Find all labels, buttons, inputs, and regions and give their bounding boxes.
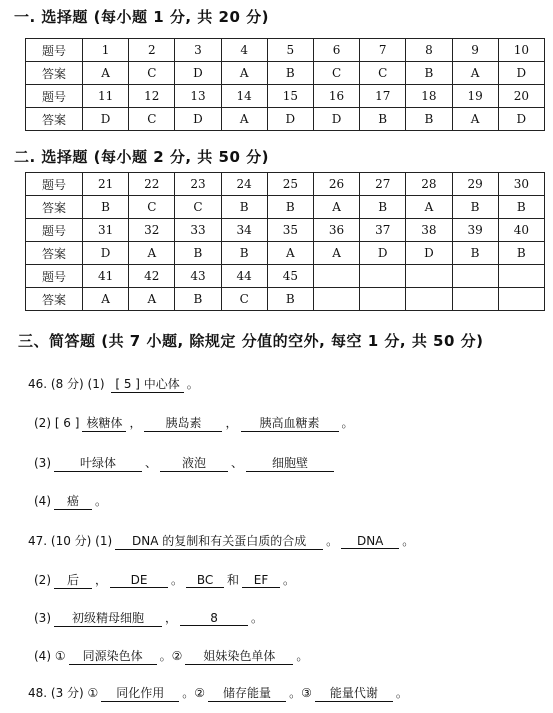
section2-table-row-label: 题号 bbox=[26, 173, 83, 196]
section1-table-row bbox=[26, 85, 545, 108]
q46-l4-suffix: 。 bbox=[95, 494, 108, 508]
section2-table-row bbox=[26, 196, 545, 219]
q46-l3-answer-2: 液泡 bbox=[160, 454, 228, 472]
section1-table-cell: 5 bbox=[267, 39, 313, 62]
section1-table-cell: D bbox=[175, 62, 221, 85]
section2-table-cell: 24 bbox=[221, 173, 267, 196]
section2-table-cell bbox=[360, 288, 406, 311]
section1-table-row-label: 题号 bbox=[26, 85, 83, 108]
section1-table-cell: 4 bbox=[221, 39, 267, 62]
q46-l3-answer-1: 叶绿体 bbox=[54, 454, 142, 472]
section1-table-cell: C bbox=[129, 108, 175, 131]
q48-l1-sep-2: 。③ bbox=[289, 686, 312, 700]
section2-table-cell bbox=[406, 288, 452, 311]
q47-l1-suffix: 。 bbox=[402, 534, 415, 548]
section2-table-cell bbox=[360, 265, 406, 288]
q47-l2-sep-1: ， bbox=[95, 573, 108, 587]
section1-table-cell: 14 bbox=[221, 85, 267, 108]
section2-table-cell: 29 bbox=[452, 173, 498, 196]
q47-line-1 bbox=[28, 532, 414, 550]
section2-table-cell: 39 bbox=[452, 219, 498, 242]
section2-table-cell: 34 bbox=[221, 219, 267, 242]
q46-l1-answer: [ 5 ] 中心体 bbox=[111, 375, 183, 393]
section1-table-row-label: 答案 bbox=[26, 62, 83, 85]
section2-table-row bbox=[26, 219, 545, 242]
section1-table-row bbox=[26, 108, 545, 131]
section2-table-cell: A bbox=[129, 288, 175, 311]
section2-table-cell bbox=[452, 288, 498, 311]
section1-table-cell: 8 bbox=[406, 39, 452, 62]
section2-table-cell: B bbox=[175, 288, 221, 311]
section1-table-cell: D bbox=[313, 108, 359, 131]
section1-title: 一. 选择题 (每小题 1 分, 共 20 分) bbox=[14, 8, 269, 26]
q46-l2-suffix: 。 bbox=[341, 416, 354, 430]
section1-table-cell: D bbox=[175, 108, 221, 131]
section1-table-cell: B bbox=[406, 62, 452, 85]
q46-l3-sep-2: 、 bbox=[231, 456, 244, 470]
q47-l2-sep-2: 。 bbox=[171, 573, 184, 587]
q47-l3-prefix: (3) bbox=[34, 611, 51, 625]
section1-table-cell: 7 bbox=[360, 39, 406, 62]
q47-line-2 bbox=[34, 571, 295, 589]
section2-table-cell: B bbox=[83, 196, 129, 219]
section1-table-cell: B bbox=[360, 108, 406, 131]
q47-l2-sep-3: 和 bbox=[227, 573, 240, 587]
section2-table-cell bbox=[406, 265, 452, 288]
q46-l3-sep-1: 、 bbox=[145, 456, 158, 470]
q47-l2-answer-4: EF bbox=[242, 573, 280, 588]
section2-table-cell bbox=[313, 288, 359, 311]
section2-table-cell: 21 bbox=[83, 173, 129, 196]
section1-table-cell: D bbox=[267, 108, 313, 131]
section2-title: 二. 选择题 (每小题 2 分, 共 50 分) bbox=[14, 148, 269, 166]
section2-table-cell: A bbox=[267, 242, 313, 265]
section1-table-cell: D bbox=[498, 108, 544, 131]
q46-l2-sep-1: ， bbox=[129, 416, 142, 430]
q47-l3-answer-2: 8 bbox=[180, 611, 248, 626]
section2-table-cell: 32 bbox=[129, 219, 175, 242]
q47-l4-sep: 。② bbox=[159, 649, 183, 663]
section1-table-cell: 20 bbox=[498, 85, 544, 108]
q46-l3-prefix: (3) bbox=[34, 456, 51, 470]
section2-table-cell: D bbox=[406, 242, 452, 265]
section2-table-row bbox=[26, 173, 545, 196]
q46-l2-answer-2: 胰岛素 bbox=[144, 414, 222, 432]
section1-table-cell: C bbox=[313, 62, 359, 85]
section2-answer-table bbox=[25, 172, 545, 311]
section2-table-cell: 26 bbox=[313, 173, 359, 196]
q47-l3-suffix: 。 bbox=[251, 611, 264, 625]
q46-line-3 bbox=[34, 454, 337, 472]
section2-table-cell: 40 bbox=[498, 219, 544, 242]
q48-l1-prefix: 48. (3 分) ① bbox=[28, 686, 99, 700]
q47-l1-prefix: 47. (10 分) (1) bbox=[28, 534, 113, 548]
section2-table-cell: 25 bbox=[267, 173, 313, 196]
section1-table-cell: D bbox=[83, 108, 129, 131]
q47-l3-answer-1: 初级精母细胞 bbox=[54, 609, 162, 627]
q48-l1-answer-3: 能量代谢 bbox=[315, 684, 393, 702]
q47-l2-prefix: (2) bbox=[34, 573, 51, 587]
section1-table-cell: D bbox=[498, 62, 544, 85]
q48-l1-answer-1: 同化作用 bbox=[101, 684, 179, 702]
section2-table-cell: B bbox=[498, 242, 544, 265]
q47-line-3 bbox=[34, 609, 263, 627]
section2-table-cell: B bbox=[267, 288, 313, 311]
section2-table-cell: B bbox=[267, 196, 313, 219]
section1-table-cell: 18 bbox=[406, 85, 452, 108]
section2-table-cell: 38 bbox=[406, 219, 452, 242]
section1-table-cell: 6 bbox=[313, 39, 359, 62]
section2-table-row bbox=[26, 265, 545, 288]
section2-table-cell: C bbox=[175, 196, 221, 219]
section2-table-cell: B bbox=[175, 242, 221, 265]
section2-table-cell: D bbox=[83, 242, 129, 265]
q47-l2-answer-2: DE bbox=[110, 573, 168, 588]
section2-table-cell: A bbox=[83, 288, 129, 311]
section1-table-cell: A bbox=[221, 108, 267, 131]
q48-l1-suffix: 。 bbox=[395, 686, 408, 700]
section1-table-cell: 17 bbox=[360, 85, 406, 108]
section2-table-cell bbox=[452, 265, 498, 288]
section2-table-cell: 36 bbox=[313, 219, 359, 242]
section2-table-row-label: 题号 bbox=[26, 265, 83, 288]
q47-l2-answer-3: BC bbox=[186, 573, 224, 588]
section2-table-cell: C bbox=[129, 196, 175, 219]
section2-table-row-label: 答案 bbox=[26, 242, 83, 265]
q47-l4-answer-2: 姐妹染色单体 bbox=[185, 647, 293, 665]
section1-table-cell: 3 bbox=[175, 39, 221, 62]
section2-table-row bbox=[26, 242, 545, 265]
q46-l2-answer-1: 核糖体 bbox=[82, 414, 126, 432]
section2-table-cell: 41 bbox=[83, 265, 129, 288]
section2-table-cell: B bbox=[221, 196, 267, 219]
section2-table-row-label: 答案 bbox=[26, 196, 83, 219]
section2-table-cell: 45 bbox=[267, 265, 313, 288]
section2-table-cell: C bbox=[221, 288, 267, 311]
section1-table-cell: 15 bbox=[267, 85, 313, 108]
q48-l1-answer-2: 储存能量 bbox=[208, 684, 286, 702]
section1-table-row bbox=[26, 39, 545, 62]
q47-l1-answer-2: DNA bbox=[341, 534, 399, 549]
section2-table-cell: 30 bbox=[498, 173, 544, 196]
q47-l1-answer-1: DNA 的复制和有关蛋白质的合成 bbox=[115, 532, 323, 550]
section2-table-cell: 28 bbox=[406, 173, 452, 196]
section2-table-cell: 22 bbox=[129, 173, 175, 196]
section1-table-cell: 11 bbox=[83, 85, 129, 108]
q46-line-1 bbox=[28, 375, 199, 393]
q46-l2-sep-2: ， bbox=[225, 416, 238, 430]
q48-line-1 bbox=[28, 684, 408, 702]
q48-l1-sep-1: 。② bbox=[182, 686, 206, 700]
section1-table-row-label: 题号 bbox=[26, 39, 83, 62]
q47-l4-suffix: 。 bbox=[296, 649, 309, 663]
section1-table-cell: 13 bbox=[175, 85, 221, 108]
section2-table-row-label: 答案 bbox=[26, 288, 83, 311]
section1-table-row-label: 答案 bbox=[26, 108, 83, 131]
section2-table-cell: D bbox=[360, 242, 406, 265]
section2-table-cell: 42 bbox=[129, 265, 175, 288]
section1-table-cell: A bbox=[452, 108, 498, 131]
section2-table-cell: A bbox=[406, 196, 452, 219]
section1-table-cell: 16 bbox=[313, 85, 359, 108]
q47-l1-sep: 。 bbox=[326, 534, 339, 548]
q46-l3-answer-3: 细胞壁 bbox=[246, 454, 334, 472]
section1-answer-table bbox=[25, 38, 545, 131]
section1-table-cell: C bbox=[129, 62, 175, 85]
section2-table-row bbox=[26, 288, 545, 311]
q46-l2-answer-3: 胰高血糖素 bbox=[241, 414, 339, 432]
section2-table-cell: B bbox=[452, 196, 498, 219]
section2-table-cell: 27 bbox=[360, 173, 406, 196]
section1-table-cell: C bbox=[360, 62, 406, 85]
section1-table-cell: A bbox=[83, 62, 129, 85]
section2-table-cell: A bbox=[313, 242, 359, 265]
section1-table-cell: 1 bbox=[83, 39, 129, 62]
section2-table-row-label: 题号 bbox=[26, 219, 83, 242]
q47-l2-suffix: 。 bbox=[283, 573, 296, 587]
section1-table-cell: 2 bbox=[129, 39, 175, 62]
section2-table-cell: B bbox=[452, 242, 498, 265]
q47-l4-answer-1: 同源染色体 bbox=[69, 647, 157, 665]
q46-line-2 bbox=[34, 414, 354, 432]
q47-line-4 bbox=[34, 647, 308, 665]
section1-table-row bbox=[26, 62, 545, 85]
q47-l4-prefix: (4) ① bbox=[34, 649, 66, 663]
q46-l1-prefix: 46. (8 分) (1) bbox=[28, 377, 109, 391]
section2-table-cell: 33 bbox=[175, 219, 221, 242]
section1-table-cell: B bbox=[406, 108, 452, 131]
section1-table-cell: 10 bbox=[498, 39, 544, 62]
section2-table-cell: B bbox=[221, 242, 267, 265]
section2-table-cell: B bbox=[360, 196, 406, 219]
section2-table-cell: A bbox=[129, 242, 175, 265]
section2-table-cell: 37 bbox=[360, 219, 406, 242]
section1-table-cell: B bbox=[267, 62, 313, 85]
section1-table-cell: 19 bbox=[452, 85, 498, 108]
section1-table-cell: 9 bbox=[452, 39, 498, 62]
section1-table-cell: A bbox=[452, 62, 498, 85]
section2-table-cell bbox=[313, 265, 359, 288]
q46-l4-answer: 癌 bbox=[54, 492, 92, 510]
section2-table-cell: 31 bbox=[83, 219, 129, 242]
section2-table-cell bbox=[498, 265, 544, 288]
section2-table-cell: B bbox=[498, 196, 544, 219]
section2-table-cell: 44 bbox=[221, 265, 267, 288]
section1-table-cell: A bbox=[221, 62, 267, 85]
section3-title: 三、简答题 (共 7 小题, 除规定 分值的空外, 每空 1 分, 共 50 分) bbox=[18, 332, 484, 350]
section1-table-cell: 12 bbox=[129, 85, 175, 108]
q47-l3-sep: ， bbox=[165, 611, 178, 625]
q46-l4-prefix: (4) bbox=[34, 494, 51, 508]
q46-l1-suffix: 。 bbox=[186, 377, 199, 391]
section2-table-cell: 23 bbox=[175, 173, 221, 196]
q46-l2-prefix: (2) [ 6 ] bbox=[34, 416, 80, 430]
section2-table-cell: A bbox=[313, 196, 359, 219]
section2-table-cell bbox=[498, 288, 544, 311]
q47-l2-answer-1: 后 bbox=[54, 571, 92, 589]
section2-table-cell: 43 bbox=[175, 265, 221, 288]
section2-table-cell: 35 bbox=[267, 219, 313, 242]
q46-line-4 bbox=[34, 492, 107, 510]
